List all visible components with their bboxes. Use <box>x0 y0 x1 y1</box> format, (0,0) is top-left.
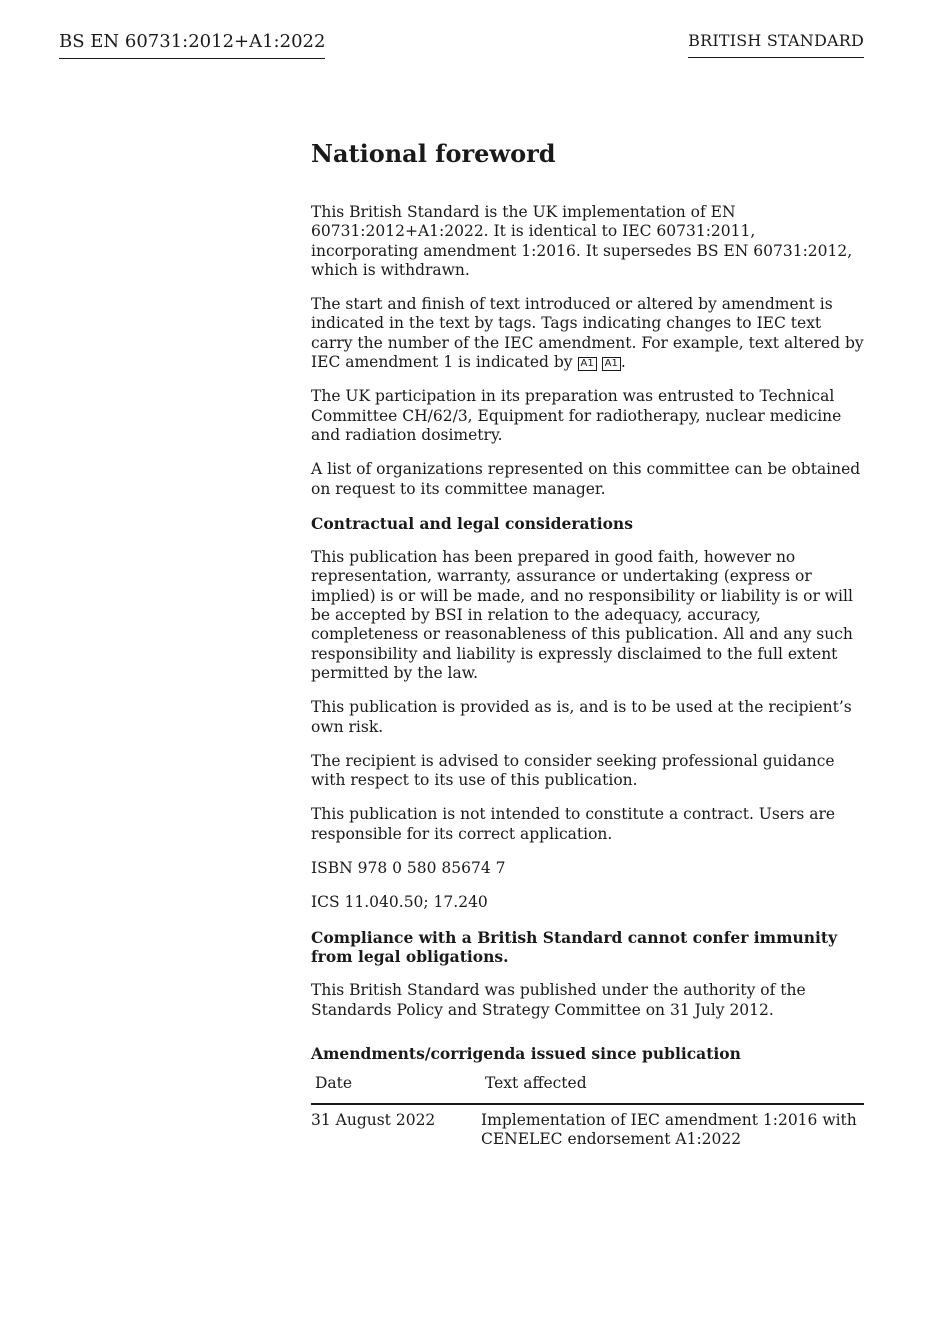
paragraph-own-risk: This publication is provided as is, and is to be used at the recipient’s own risk. <box>311 698 852 736</box>
table-row <box>311 1104 864 1150</box>
isbn: ISBN 978 0 580 85674 7 <box>311 859 506 878</box>
amendment-tags-text: The start and finish of text introduced or altered by amendment is indicated in the text by tags. Tags indicating changes to IEC text carry the number of the IEC amendment. For example, text altered by IEC amendment 1 is indicated by <box>311 295 864 372</box>
paragraph-good-faith: This publication has been prepared in good faith, however no representation, warranty, assurance or undertaking (express or implied) is or will be made, and no responsibility or liability is or will be accepted by BSI in relation to the adequacy, accuracy, completeness or reasonableness of this publication. All and any such responsibility and liability is expressly disclaimed to the full extent permitted by the law. <box>311 548 853 682</box>
paragraph-not-contract: This publication is not intended to constitute a contract. Users are responsible for its correct application. <box>311 805 836 843</box>
ics: ICS 11.040.50; 17.240 <box>311 893 488 912</box>
amendment-open-tag-icon: A1 <box>578 357 597 371</box>
compliance-statement: Compliance with a British Standard cannot confer immunity from legal obligations. <box>311 927 838 966</box>
amendments-title: Amendments/corrigenda issued since publication <box>311 1043 741 1063</box>
foreword-body <box>311 138 864 1150</box>
column-header-text-affected: Text affected <box>481 1073 864 1104</box>
paragraph-guidance: The recipient is advised to consider seeking professional guidance with respect to its use of this publication. <box>311 751 835 790</box>
paragraph-committee: The UK participation in its preparation was entrusted to Technical Committee CH/62/3, Equipment for radiotherapy, nuclear medicine and radiation dosimetry. <box>311 387 842 444</box>
contractual-heading: Contractual and legal considerations <box>311 513 633 533</box>
header-standard-number: BS EN 60731:2012+A1:2022 <box>59 30 325 59</box>
amendments-table <box>311 1073 864 1150</box>
amendment-text-affected: Implementation of IEC amendment 1:2016 with CENELEC endorsement A1:2022 <box>481 1111 857 1149</box>
paragraph-organizations: A list of organizations represented on this committee can be obtained on request to its committee manager. <box>311 460 861 498</box>
amendment-tags-end: . <box>620 353 626 372</box>
amendment-date: 31 August 2022 <box>311 1111 436 1130</box>
paragraph-amendment-tags <box>311 295 864 372</box>
table-header-row <box>311 1073 864 1104</box>
column-header-date: Date <box>311 1073 481 1104</box>
header-series: BRITISH STANDARD <box>688 30 864 58</box>
page-title: National foreword <box>311 139 556 168</box>
paragraph-published: This British Standard was published under the authority of the Standards Policy and Strategy Committee on 31 July 2012. <box>311 981 806 1019</box>
paragraph-implementation: This British Standard is the UK implementation of EN 60731:2012+A1:2022. It is identical to IEC 60731:2011, incorporating amendment 1:2016. It supersedes BS EN 60731:2012, which is withdrawn. <box>311 203 853 279</box>
amendment-close-tag-icon: A1 <box>602 357 621 371</box>
